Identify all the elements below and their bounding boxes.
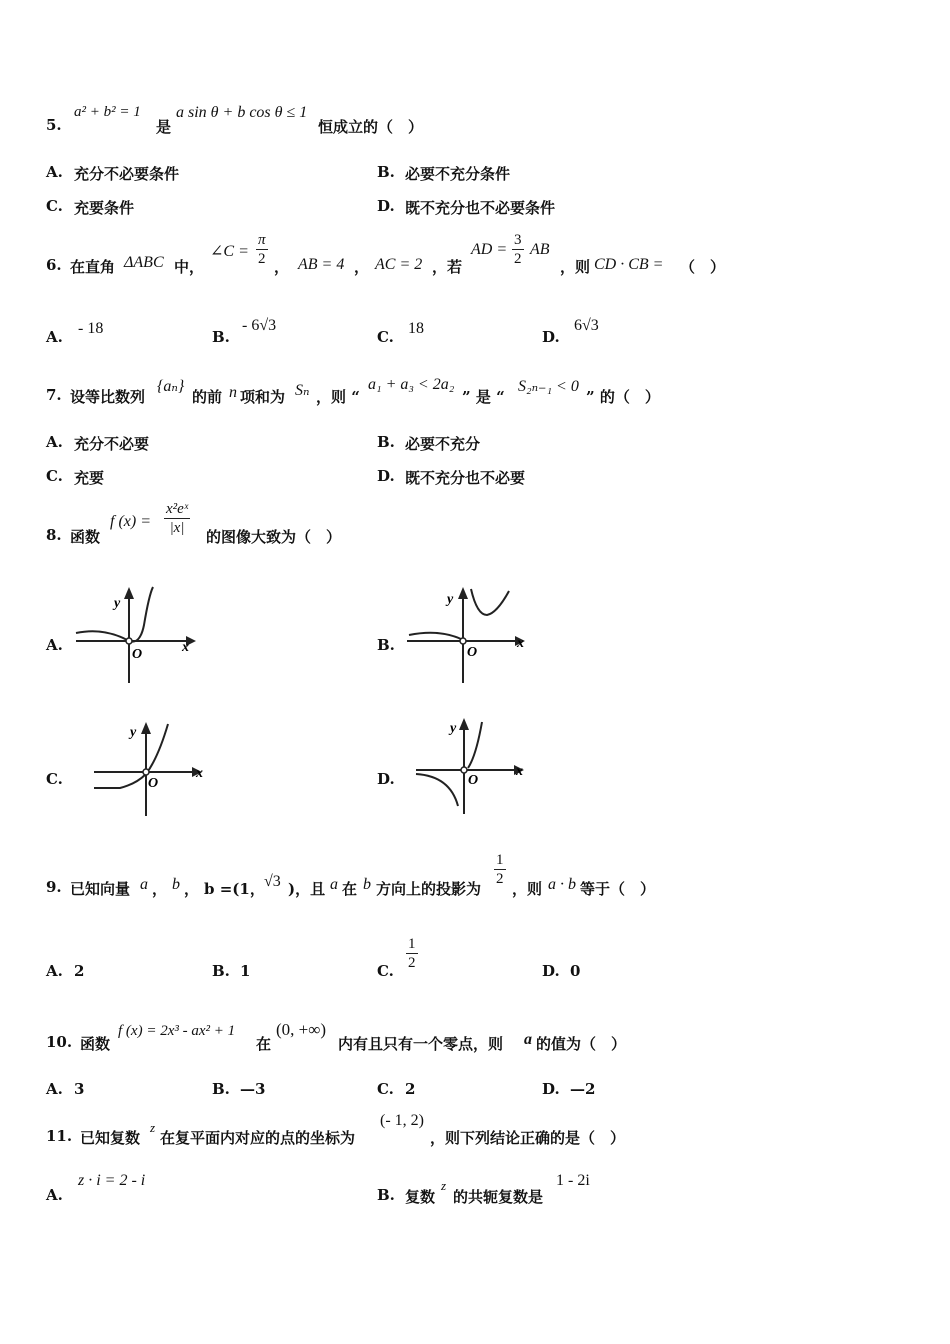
option-text: 充分不必要条件 <box>74 165 180 183</box>
math-dot-product: CD · CB = <box>594 256 664 273</box>
question-number: 8. <box>46 526 62 544</box>
math-inequality: a sin θ + b cos θ ≤ 1 <box>176 104 308 121</box>
math-point: (- 1, 2) <box>380 1112 424 1129</box>
option-letter: D. <box>377 770 395 788</box>
question-text: 已知复数 <box>80 1129 141 1147</box>
math-a: a <box>524 1031 532 1048</box>
question-text: （ ） <box>680 258 726 276</box>
axis-y-label: y <box>447 592 454 607</box>
axis-x-label: x <box>516 764 523 779</box>
option-letter: A. <box>46 328 63 346</box>
option-letter: B. <box>212 962 230 980</box>
option-letter: C. <box>46 467 63 485</box>
option-text: 充要条件 <box>74 199 135 217</box>
question-text: 等于（ ） <box>580 880 656 898</box>
math-triangle: ΔABC <box>124 254 164 271</box>
option-letter: D. <box>377 197 395 215</box>
question-text: ，则 <box>560 258 591 276</box>
option-letter: D. <box>377 467 395 485</box>
question-text: ” 是 “ <box>462 388 505 406</box>
math-z: z <box>441 1178 447 1193</box>
math-vector-a: a <box>140 876 148 893</box>
origin-label: O <box>467 645 478 660</box>
question-text: 项和为 <box>240 388 286 406</box>
question-number: 6. <box>46 256 62 274</box>
option-letter: B. <box>212 1080 230 1098</box>
option-letter: C. <box>46 770 63 788</box>
option-letter: A. <box>46 1080 63 1098</box>
math-ac: AC = 2 <box>375 256 423 273</box>
question-text: 的前 <box>192 388 223 406</box>
question-text: ， <box>354 258 370 276</box>
axis-y-label: y <box>450 721 457 736</box>
option-letter: B. <box>377 163 395 181</box>
axis-x-label: x <box>182 640 189 655</box>
option-letter: B. <box>212 328 230 346</box>
question-number: 11. <box>46 1127 73 1145</box>
question-number: 7. <box>46 386 62 404</box>
option-letter: A. <box>46 636 63 654</box>
math-vector-b: b <box>172 876 180 893</box>
origin-label: O <box>468 773 479 788</box>
axis-y-label: y <box>114 596 121 611</box>
option-value: 18 <box>408 320 424 337</box>
question-text: 的图像大致为（ ） <box>206 528 342 546</box>
option-value: 2 <box>405 1080 416 1098</box>
question-number: 9. <box>46 878 62 896</box>
question-text: ，则下列结论正确的是（ ） <box>430 1129 626 1147</box>
question-text: 在复平面内对应的点的坐标为 <box>160 1129 356 1147</box>
option-text: 必要不充分 <box>405 435 481 453</box>
math-sqrt: √3 <box>264 873 281 890</box>
option-value: - 6√3 <box>242 317 277 334</box>
option-letter: C. <box>377 328 394 346</box>
option-letter: B. <box>377 636 395 654</box>
question-text: 内有且只有一个零点，则 <box>338 1035 504 1053</box>
math-z: z <box>150 1120 156 1135</box>
option-value: 1 <box>240 962 251 980</box>
option-value: —3 <box>240 1080 266 1098</box>
question-text: 已知向量 <box>70 880 131 898</box>
question-text: 的值为（ ） <box>536 1035 627 1053</box>
math-sequence: {aₙ} <box>157 378 185 395</box>
math-ab: AB = 4 <box>298 256 345 273</box>
option-value: 3 <box>74 1080 85 1098</box>
origin-label: O <box>148 776 159 791</box>
option-letter: D. <box>542 962 560 980</box>
math-inequality: a₁ + a₃ < 2a₂ <box>368 376 455 393</box>
math-dot-product: a · b <box>548 876 576 893</box>
question-text: 在 <box>256 1035 272 1053</box>
option-text: 必要不充分条件 <box>405 165 511 183</box>
question-text: 是 <box>156 118 172 136</box>
option-value: - 18 <box>78 320 104 337</box>
option-value: 0 <box>570 962 581 980</box>
math-angle: ∠C = <box>210 243 249 260</box>
math-sn: Sₙ <box>295 382 310 399</box>
option-value: 2 <box>74 962 85 980</box>
option-letter: D. <box>542 328 560 346</box>
math-function: f (x) = 2x³ - ax² + 1 <box>118 1023 236 1039</box>
question-text: )，且 <box>288 880 326 898</box>
option-letter: A. <box>46 1186 63 1204</box>
question-text: ” 的（ ） <box>586 388 660 406</box>
question-text: 设等比数列 <box>70 388 146 406</box>
graph-d <box>410 716 540 816</box>
question-number: 5. <box>46 116 62 134</box>
question-text: ， <box>152 880 168 898</box>
question-text: ，则 <box>512 880 543 898</box>
origin-label: O <box>132 647 143 662</box>
option-math: z · i = 2 - i <box>78 1172 146 1189</box>
option-value: —2 <box>570 1080 596 1098</box>
math-n: n <box>229 384 237 401</box>
math-ad: AD = <box>471 241 508 258</box>
axis-x-label: x <box>196 766 203 781</box>
question-text: 方向上的投影为 <box>376 880 482 898</box>
option-letter: B. <box>377 1186 395 1204</box>
math-fraction: $\frac{\pi}{2}$ <box>258 232 266 267</box>
option-text: 既不充分也不必要条件 <box>405 199 556 217</box>
graph-b <box>405 585 535 685</box>
math-vector-a: a <box>330 876 338 893</box>
option-letter: C. <box>46 197 63 215</box>
math-inequality: S₂ₙ₋₁ < 0 <box>518 378 579 395</box>
question-text: ，若 <box>432 258 463 276</box>
question-text: 中， <box>174 258 205 276</box>
math-ab: AB <box>530 241 550 258</box>
option-text: 既不充分也不必要 <box>405 469 526 487</box>
option-text: 复数 <box>405 1188 436 1206</box>
option-letter: A. <box>46 962 63 980</box>
question-text: 函数 <box>80 1035 111 1053</box>
math-function: f (x) = <box>110 513 151 530</box>
question-text: 恒成立的（ ） <box>318 118 424 136</box>
math-vector-b-value: b =(1， <box>204 880 265 898</box>
question-text: ， <box>184 880 200 898</box>
math-condition: a² + b² = 1 <box>74 104 141 120</box>
option-letter: A. <box>46 433 63 451</box>
question-text: ， <box>274 258 290 276</box>
math-fraction: $\frac{3}{2}$ <box>514 232 522 267</box>
option-letter: C. <box>377 962 394 980</box>
math-interval: (0, +∞) <box>276 1020 327 1039</box>
math-fraction: $\frac{\text{x²eˣ}}{|x|}$ <box>166 501 189 536</box>
option-text: 的共轭复数是 <box>453 1188 544 1206</box>
option-letter: A. <box>46 163 63 181</box>
question-text: 函数 <box>70 528 101 546</box>
graph-a <box>74 585 204 685</box>
option-letter: C. <box>377 1080 394 1098</box>
option-letter: D. <box>542 1080 560 1098</box>
option-letter: B. <box>377 433 395 451</box>
question-text: 在直角 <box>70 258 116 276</box>
option-text: 充分不必要 <box>74 435 150 453</box>
option-text: 充要 <box>74 469 105 487</box>
graph-c <box>90 718 220 818</box>
question-number: 10. <box>46 1033 73 1051</box>
option-value: 6√3 <box>574 317 599 334</box>
math-vector-b: b <box>363 876 371 893</box>
axis-y-label: y <box>130 725 137 740</box>
option-math: 1 - 2i <box>556 1172 590 1189</box>
option-fraction: $\frac{1}{2}$ <box>408 936 416 971</box>
axis-x-label: x <box>517 636 524 651</box>
question-text: 在 <box>342 880 358 898</box>
math-fraction: $\frac{1}{2}$ <box>496 852 504 887</box>
question-text: ，则 “ <box>316 388 360 406</box>
